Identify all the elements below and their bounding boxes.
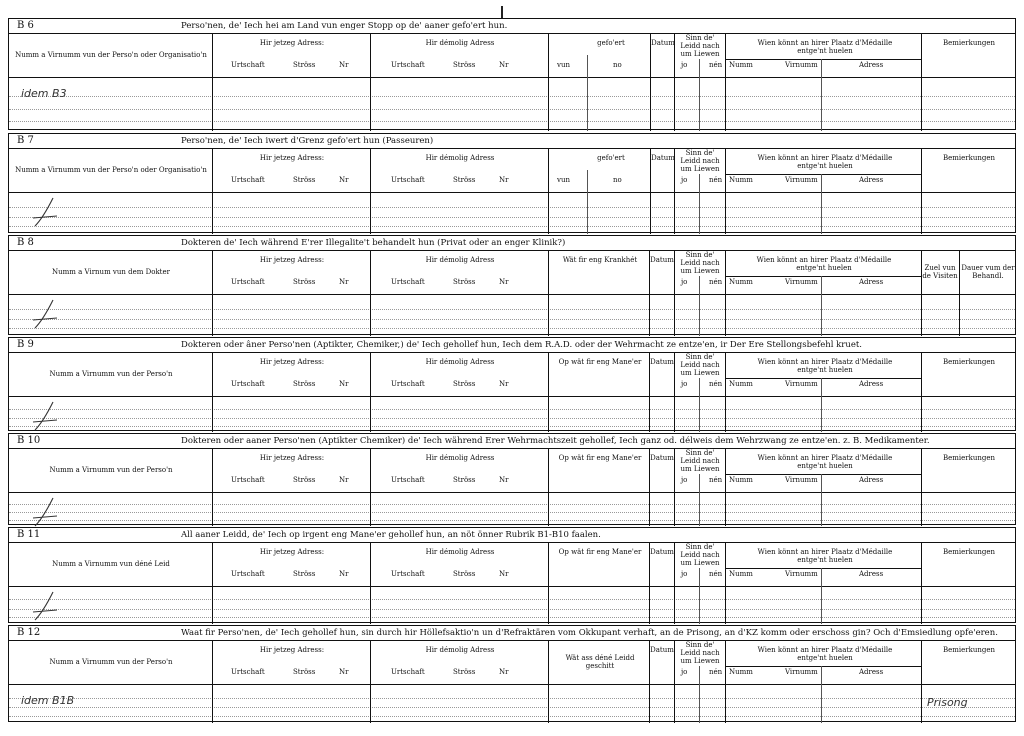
firstname-header: Virnumm — [785, 476, 818, 484]
dotted-rule — [9, 309, 1015, 310]
name-header: Numm — [729, 61, 753, 69]
dotted-rule — [9, 328, 1015, 329]
column-divider — [921, 148, 922, 234]
street-header: Ströss — [293, 570, 316, 578]
date-header: Datum — [650, 646, 674, 654]
person-name-header: Numm a Virnumm vun der Perso'n oder Organisatio'n — [15, 166, 207, 174]
section-id: B 8 — [17, 237, 34, 248]
dotted-rule — [9, 121, 1015, 122]
section-title: Perso'nen, de' Iech hei am Land vun enger Stopp op de' aaner gefo'ert hun. — [181, 21, 508, 31]
section-id: B 12 — [17, 627, 41, 638]
column-divider — [370, 448, 371, 526]
former-address-header: Hir démolig Adress — [425, 358, 495, 366]
remarks-header: Bemierkungen — [942, 39, 996, 47]
dotted-rule — [9, 96, 1015, 97]
person-name-header: Numm a Virnumm vun der Perso'n oder Organisatio'n — [15, 51, 207, 59]
column-divider — [370, 148, 371, 234]
to-header: no — [613, 61, 622, 69]
former-address-header: Hir démolig Adress — [425, 154, 495, 162]
suffered-header: Sinn de' — [685, 353, 715, 361]
firstname-header: Virnumm — [785, 668, 818, 676]
nr-header: Nr — [499, 278, 509, 286]
column-divider — [650, 33, 651, 131]
dotted-rule — [9, 707, 1015, 708]
no-header: nén — [709, 570, 723, 578]
street-header: Ströss — [453, 668, 476, 676]
column-divider — [725, 352, 726, 432]
suffered-header-3: um Liewen — [680, 267, 720, 275]
column-divider — [821, 174, 822, 234]
form-page — [8, 0, 1016, 736]
medal-header-2: entge'nt huelen — [797, 556, 853, 564]
dotted-rule — [9, 512, 1015, 513]
street-header: Ströss — [453, 380, 476, 388]
suffered-header: Sinn de' — [685, 34, 715, 42]
address-header: Adress — [859, 278, 884, 286]
column-divider — [921, 542, 922, 624]
dotted-rule — [9, 226, 1015, 227]
name-header: Numm — [729, 476, 753, 484]
nr-header: Nr — [499, 570, 509, 578]
dotted-rule — [9, 599, 1015, 600]
section-title: Perso'nen, de' Iech iwert d'Grenz gefo'ert hun (Passeuren) — [181, 136, 434, 146]
remarks-header: Bemierkungen — [942, 154, 996, 162]
former-address-header: Hir démolig Adress — [425, 646, 495, 654]
column-divider — [921, 640, 922, 723]
current-address-header: Hir jetzeg Adress: — [259, 454, 325, 462]
locality-header: Urtschaft — [231, 380, 265, 388]
column-divider — [699, 568, 700, 624]
dotted-rule — [9, 109, 1015, 110]
section-title: Dokteren de' Iech während E'rer Illegalite't behandelt hun (Privat oder an enger Klinik?) — [181, 238, 566, 248]
street-header: Ströss — [453, 176, 476, 184]
locality-header: Urtschaft — [391, 570, 425, 578]
suffered-header-2: Leidd nach — [680, 157, 720, 165]
medal-header-2: entge'nt huelen — [797, 462, 853, 470]
column-divider — [212, 352, 213, 432]
section-id: B 11 — [17, 529, 41, 540]
section-header-bar — [9, 19, 1015, 34]
how-header: Op wät fir eng Mane'er — [558, 454, 642, 462]
column-divider — [212, 640, 213, 723]
medal-header-2: entge'nt huelen — [796, 264, 852, 272]
suffered-header-3: um Liewen — [680, 50, 720, 58]
top-tick-mark — [501, 6, 503, 18]
suffered-header-3: um Liewen — [680, 559, 720, 567]
column-divider — [699, 378, 700, 432]
section-header-bar — [9, 626, 1015, 641]
no-header: nén — [709, 61, 723, 69]
suffered-header-3: um Liewen — [680, 657, 720, 665]
handwritten-entry: idem B3 — [21, 87, 67, 100]
medal-header: Wien könnt an hirer Plaatz d'Médaille — [757, 358, 893, 366]
dotted-rule — [9, 520, 1015, 521]
former-address-header: Hir démolig Adress — [425, 548, 495, 556]
address-header: Adress — [859, 570, 884, 578]
column-divider — [212, 542, 213, 624]
column-divider — [725, 148, 726, 234]
current-address-header: Hir jetzeg Adress: — [259, 646, 325, 654]
column-divider — [821, 666, 822, 723]
suffered-header-3: um Liewen — [680, 369, 720, 377]
handwritten-slash-mark — [31, 590, 61, 624]
date-header: Datum — [651, 154, 675, 162]
column-divider — [725, 640, 726, 723]
section-header-bar — [9, 236, 1015, 251]
column-divider — [959, 250, 960, 336]
remarks-header: Bemierkungen — [942, 358, 996, 366]
suffered-header-2: Leidd nach — [680, 259, 720, 267]
suffered-header-2: Leidd nach — [680, 42, 720, 50]
nr-header: Nr — [339, 380, 349, 388]
yes-header: jo — [681, 61, 688, 69]
section-title: Dokteren oder aaner Perso'nen (Aptikter Chemiker) de' Iech während Erer Wehrmachtszeit gehollef, Iech ganz od. délweis dem Wehrzwang ze entze'en. z. B. Medikamenter. — [181, 436, 930, 446]
nr-header: Nr — [339, 668, 349, 676]
no-header: nén — [709, 476, 723, 484]
street-header: Ströss — [293, 61, 316, 69]
yes-header: jo — [681, 570, 688, 578]
column-divider — [921, 448, 922, 526]
row-divider — [725, 666, 921, 667]
column-divider — [699, 276, 700, 336]
locality-header: Urtschaft — [391, 668, 425, 676]
current-address-header: Hir jetzeg Adress: — [259, 548, 325, 556]
handwritten-slash-mark — [31, 496, 61, 530]
from-header: vun — [557, 61, 570, 69]
row-divider — [725, 378, 921, 379]
section-id: B 9 — [17, 339, 34, 350]
locality-header: Urtschaft — [391, 476, 425, 484]
column-divider — [370, 33, 371, 131]
current-address-header: Hir jetzeg Adress: — [259, 39, 325, 47]
medal-header: Wien könnt an hirer Plaatz d'Médaille — [757, 548, 893, 556]
row-divider — [9, 294, 1015, 295]
escorted-header: gefo'ert — [597, 39, 625, 47]
dotted-rule — [9, 418, 1015, 419]
nr-header: Nr — [339, 476, 349, 484]
column-divider — [821, 378, 822, 432]
column-divider — [548, 640, 549, 723]
to-header: no — [613, 176, 622, 184]
section-title: Waat fir Perso'nen, de' Iech gehollef hun, sin durch hir Höllefsaktio'n un d'Refraktären vom Okkupant verhaft, an de Prisong, an d'KZ komm oder erschoss gin? Och d'Emsiedlung opfe'eren. — [181, 628, 998, 638]
section-b12 — [8, 625, 1016, 722]
row-divider — [9, 684, 1015, 685]
dotted-rule — [9, 716, 1015, 717]
dotted-rule — [9, 409, 1015, 410]
column-divider — [587, 170, 588, 234]
column-divider — [370, 352, 371, 432]
name-header: Numm — [729, 176, 753, 184]
column-divider — [699, 59, 700, 131]
name-header: Numm — [729, 668, 753, 676]
column-divider — [212, 148, 213, 234]
nr-header: Nr — [499, 176, 509, 184]
medal-header: Wien könnt an hirer Plaatz d'Médaille — [757, 154, 893, 162]
column-divider — [821, 59, 822, 131]
medal-header: Wien könnt an hirer Plaatz d'Médaille — [757, 646, 893, 654]
handwritten-entry: idem B1B — [21, 694, 75, 707]
medal-header: Wien könnt an hirer Plaatz d'Médaille — [757, 39, 893, 47]
address-header: Adress — [859, 668, 884, 676]
escorted-header: gefo'ert — [597, 154, 625, 162]
section-id: B 6 — [17, 20, 34, 31]
column-divider — [699, 474, 700, 526]
section-id: B 7 — [17, 135, 34, 146]
how-header: Op wät fir eng Mane'er — [558, 358, 642, 366]
street-header: Ströss — [293, 176, 316, 184]
suffered-header: Sinn de' — [685, 251, 715, 259]
handwritten-slash-mark — [31, 196, 61, 230]
medal-header-2: entge'nt huelen — [797, 654, 853, 662]
column-divider — [821, 276, 822, 336]
former-address-header: Hir démolig Adress — [425, 454, 495, 462]
column-divider — [921, 352, 922, 432]
yes-header: jo — [681, 278, 688, 286]
person-name-header: Numm a Virnumm vun der Perso'n — [49, 370, 173, 378]
column-divider — [212, 250, 213, 336]
address-header: Adress — [859, 176, 884, 184]
row-divider — [9, 492, 1015, 493]
locality-header: Urtschaft — [391, 278, 425, 286]
section-b6 — [8, 18, 1016, 130]
dotted-rule — [9, 426, 1015, 427]
yes-header: jo — [681, 176, 688, 184]
row-divider — [9, 396, 1015, 397]
person-name-header: Numm a Virnum vun dem Dokter — [52, 268, 170, 276]
row-divider — [725, 59, 921, 60]
section-header-bar — [9, 134, 1015, 149]
column-divider — [548, 148, 549, 234]
row-divider — [725, 568, 921, 569]
street-header: Ströss — [293, 278, 316, 286]
section-header-bar — [9, 338, 1015, 353]
handwritten-remark: Prisong — [927, 696, 968, 709]
column-divider — [370, 640, 371, 723]
section-title: Dokteren oder âner Perso'nen (Aptikter, Chemiker,) de' Iech gehollef hun, Iech dem R.A.D. oder der Wehrmacht ze entze'en, ir Der Ere Stellongsbefehl kruet. — [181, 340, 862, 350]
column-divider — [699, 666, 700, 723]
address-header: Adress — [859, 61, 884, 69]
column-divider — [548, 33, 549, 131]
address-header: Adress — [859, 380, 884, 388]
suffered-header-3: um Liewen — [680, 465, 720, 473]
locality-header: Urtschaft — [231, 176, 265, 184]
firstname-header: Virnumm — [785, 176, 818, 184]
suffered-header-2: Leidd nach — [680, 649, 720, 657]
row-divider — [725, 174, 921, 175]
medal-header-2: entge'nt huelen — [797, 162, 853, 170]
suffered-header: Sinn de' — [685, 543, 715, 551]
medal-header-2: entge'nt huelen — [797, 47, 853, 55]
remarks-header: Bemierkungen — [942, 454, 996, 462]
no-header: nén — [709, 176, 723, 184]
section-b10 — [8, 433, 1016, 525]
column-divider — [212, 33, 213, 131]
dotted-rule — [9, 698, 1015, 699]
nr-header: Nr — [499, 380, 509, 388]
name-header: Numm — [729, 380, 753, 388]
section-b8 — [8, 235, 1016, 335]
row-divider — [9, 192, 1015, 193]
no-header: nén — [709, 278, 723, 286]
suffered-header: Sinn de' — [685, 449, 715, 457]
section-b11 — [8, 527, 1016, 623]
row-divider — [9, 77, 1015, 78]
former-address-header: Hir démolig Adress — [425, 256, 495, 264]
suffered-header-3: um Liewen — [680, 165, 720, 173]
remarks-header: Bemierkungen — [942, 646, 996, 654]
nr-header: Nr — [499, 668, 509, 676]
column-divider — [699, 174, 700, 234]
dotted-rule — [9, 504, 1015, 505]
nr-header: Nr — [339, 278, 349, 286]
dotted-rule — [9, 217, 1015, 218]
nr-header: Nr — [499, 476, 509, 484]
yes-header: jo — [681, 476, 688, 484]
date-header: Datum — [650, 454, 674, 462]
medal-header: Wien könnt an hirer Plaatz d'Médaille — [756, 256, 892, 264]
treatment-header: Dauer vum der Behandl. — [961, 264, 1015, 280]
section-title: All aaner Leidd, de' Iech op irgent eng Mane'er gehollef hun, an nöt önner Rubrik B1-B10 faalen. — [181, 530, 601, 540]
street-header: Ströss — [293, 380, 316, 388]
no-header: nén — [709, 380, 723, 388]
handwritten-slash-mark — [31, 400, 61, 434]
nr-header: Nr — [339, 176, 349, 184]
name-header: Numm — [729, 570, 753, 578]
current-address-header: Hir jetzeg Adress: — [259, 358, 325, 366]
column-divider — [821, 568, 822, 624]
person-name-header: Numm a Virnumm vun déné Leid — [52, 560, 170, 568]
firstname-header: Virnumm — [785, 380, 818, 388]
suffering-header: Wät ass déné Leidd — [565, 654, 635, 662]
nr-header: Nr — [339, 61, 349, 69]
suffered-header-2: Leidd nach — [680, 457, 720, 465]
dotted-rule — [9, 319, 1015, 320]
column-divider — [725, 542, 726, 624]
dotted-rule — [9, 207, 1015, 208]
address-header: Adress — [859, 476, 884, 484]
person-name-header: Numm a Virnumm vun der Perso'n — [49, 658, 173, 666]
column-divider — [548, 448, 549, 526]
section-header-bar — [9, 434, 1015, 449]
column-divider — [725, 33, 726, 131]
medal-header-2: entge'nt huelen — [797, 366, 853, 374]
locality-header: Urtschaft — [391, 61, 425, 69]
date-header: Datum — [650, 358, 674, 366]
section-header-bar — [9, 528, 1015, 543]
row-divider — [725, 276, 921, 277]
locality-header: Urtschaft — [391, 176, 425, 184]
column-divider — [370, 250, 371, 336]
current-address-header: Hir jetzeg Adress: — [259, 256, 325, 264]
how-header: Op wät fir eng Mane'er — [558, 548, 642, 556]
yes-header: jo — [681, 668, 688, 676]
row-divider — [9, 586, 1015, 587]
row-divider — [725, 474, 921, 475]
locality-header: Urtschaft — [231, 476, 265, 484]
former-address-header: Hir démolig Adress — [425, 39, 495, 47]
firstname-header: Virnumm — [785, 570, 818, 578]
current-address-header: Hir jetzeg Adress: — [259, 154, 325, 162]
nr-header: Nr — [499, 61, 509, 69]
column-divider — [370, 542, 371, 624]
street-header: Ströss — [453, 476, 476, 484]
locality-header: Urtschaft — [231, 668, 265, 676]
column-divider — [921, 33, 922, 131]
suffered-header-2: Leidd nach — [680, 361, 720, 369]
name-header: Numm — [729, 278, 753, 286]
dotted-rule — [9, 617, 1015, 618]
locality-header: Urtschaft — [391, 380, 425, 388]
column-divider — [921, 250, 922, 336]
locality-header: Urtschaft — [231, 570, 265, 578]
visits-header: Zuel vun de Visiten — [922, 264, 958, 280]
street-header: Ströss — [453, 61, 476, 69]
locality-header: Urtschaft — [231, 61, 265, 69]
firstname-header: Virnumm — [785, 278, 818, 286]
medal-header: Wien könnt an hirer Plaatz d'Médaille — [757, 454, 893, 462]
section-id: B 10 — [17, 435, 41, 446]
locality-header: Urtschaft — [231, 278, 265, 286]
illness-header: Wät fir eng Krankhét — [562, 256, 638, 264]
suffering-header-2: geschitt — [585, 662, 615, 670]
yes-header: jo — [681, 380, 688, 388]
person-name-header: Numm a Virnumm vun der Perso'n — [49, 466, 173, 474]
firstname-header: Virnumm — [785, 61, 818, 69]
date-header: Datum — [650, 256, 674, 264]
date-header: Datum — [651, 39, 675, 47]
column-divider — [548, 352, 549, 432]
column-divider — [821, 474, 822, 526]
column-divider — [548, 542, 549, 624]
date-header: Datum — [650, 548, 674, 556]
column-divider — [725, 250, 726, 336]
street-header: Ströss — [293, 476, 316, 484]
handwritten-slash-mark — [31, 298, 61, 332]
column-divider — [587, 55, 588, 131]
suffered-header: Sinn de' — [685, 149, 715, 157]
street-header: Ströss — [293, 668, 316, 676]
dotted-rule — [9, 609, 1015, 610]
no-header: nén — [709, 668, 723, 676]
column-divider — [725, 448, 726, 526]
suffered-header: Sinn de' — [685, 641, 715, 649]
section-b7 — [8, 133, 1016, 233]
remarks-header: Bemierkungen — [942, 548, 996, 556]
street-header: Ströss — [453, 278, 476, 286]
from-header: vun — [557, 176, 570, 184]
suffered-header-2: Leidd nach — [680, 551, 720, 559]
street-header: Ströss — [453, 570, 476, 578]
column-divider — [548, 250, 549, 336]
nr-header: Nr — [339, 570, 349, 578]
section-b9 — [8, 337, 1016, 431]
column-divider — [212, 448, 213, 526]
